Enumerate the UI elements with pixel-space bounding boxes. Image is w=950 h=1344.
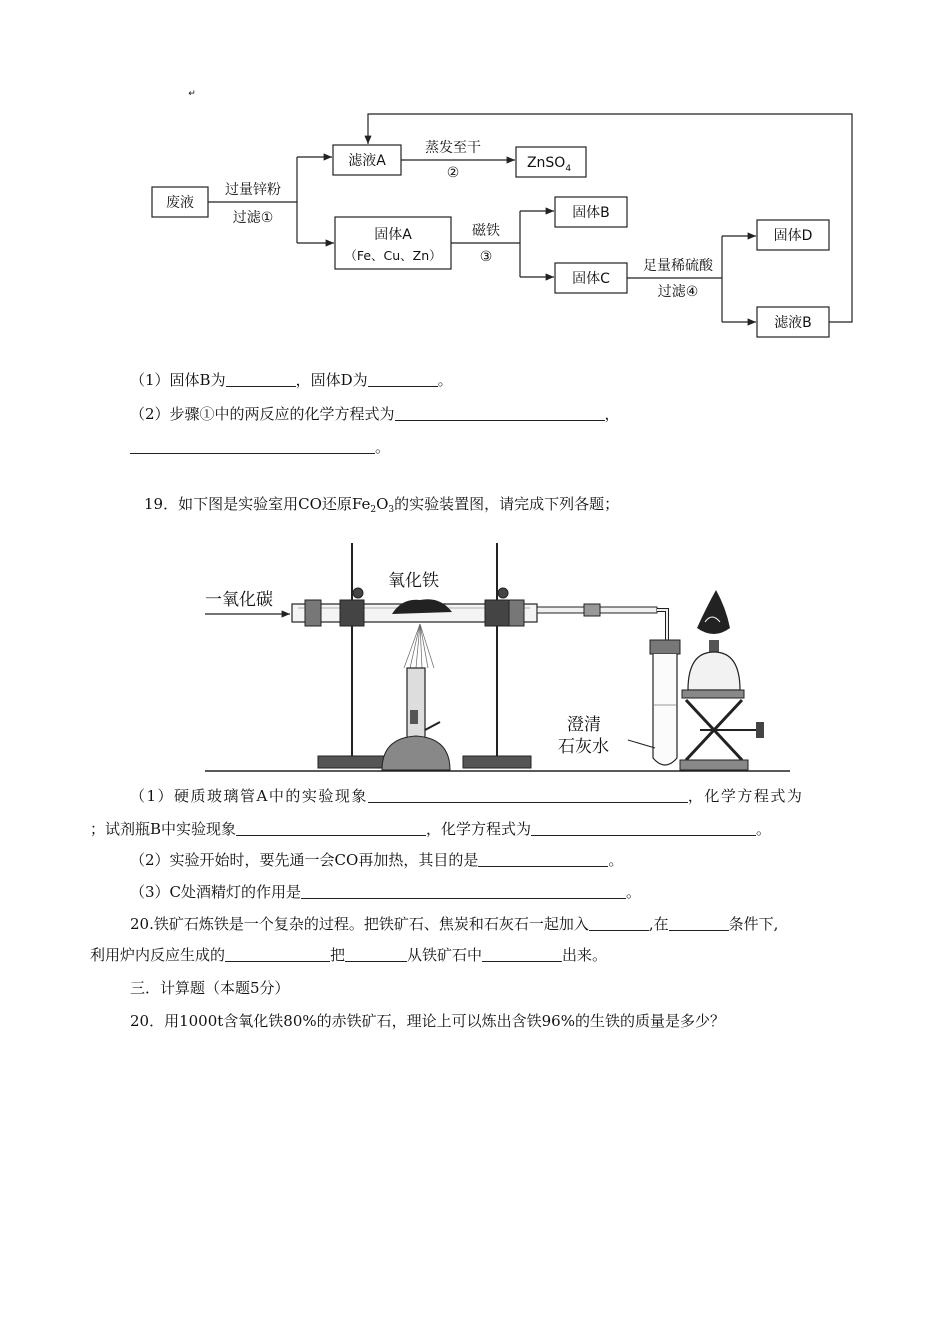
q18-part1: （1）固体B为 ，固体D为 。	[130, 371, 453, 389]
flowchart-diagram	[0, 70, 950, 360]
answer-blank-metal[interactable]	[345, 946, 407, 962]
answer-blank-solid-d[interactable]	[368, 371, 438, 387]
label-znso4: ZnSO$_4$	[526, 155, 572, 174]
answer-blank-solid-b[interactable]	[226, 371, 296, 387]
answer-blank-lamp-function[interactable]	[301, 883, 626, 899]
answer-blank-reductant[interactable]	[225, 946, 330, 962]
label-solid-a: 固体A	[374, 227, 412, 243]
answer-blank-equation-2[interactable]	[130, 438, 375, 454]
q19-part1: （1）硬质玻璃管A中的实验现象 ，化学方程式为	[130, 787, 804, 805]
q20-line1: 20.铁矿石炼铁是一个复杂的过程。把铁矿石、焦炭和石灰石一起加入 ,在 条件下,	[130, 915, 779, 933]
q21-text: 20．用1000t含氧化铁80%的赤铁矿石，理论上可以炼出含铁96%的生铁的质量是多少？	[130, 1012, 725, 1030]
label-step2-bottom: ②	[446, 165, 460, 181]
section3-title: 三．计算题（本题5分）	[130, 979, 290, 997]
label-carbon-monoxide: 一氧化碳	[205, 590, 273, 610]
label-solid-b: 固体B	[572, 205, 610, 221]
q18-part2-cont: 。	[130, 437, 390, 457]
answer-blank-bottle-equation[interactable]	[531, 820, 756, 836]
label-iron-oxide: 氧化铁	[388, 571, 439, 591]
q19-intro: 19．如下图是实验室用CO还原$Fe_2O_3$的实验装置图，请完成下列各题；	[144, 495, 620, 515]
label-limewater-line1: 澄清	[567, 715, 601, 735]
label-solid-a-detail: （Fe、Cu、Zn）	[344, 248, 442, 263]
q20-line2: 利用炉内反应生成的 把 从铁矿石中 出来。	[90, 946, 608, 964]
label-waste: 废液	[166, 195, 194, 211]
q19-part2: （2）实验开始时，要先通一会CO再加热，其目的是 。	[130, 851, 624, 869]
label-step1-top: 过量锌粉	[225, 182, 281, 198]
label-solid-c: 固体C	[572, 271, 610, 287]
label-step3-bottom: ③	[479, 249, 493, 265]
answer-blank-verb[interactable]	[482, 946, 562, 962]
label-limewater-line2: 石灰水	[558, 737, 609, 757]
flow-mark: ↵	[188, 89, 196, 99]
q18-part2: （2）步骤①中的两反应的化学方程式为 ，	[130, 405, 620, 423]
q19-part3: （3）C处酒精灯的作用是 。	[130, 883, 642, 901]
answer-blank-furnace[interactable]	[589, 915, 649, 931]
label-filtrate-a: 滤液A	[348, 153, 386, 169]
label-step4-bottom: 过滤④	[657, 284, 699, 300]
answer-blank-condition[interactable]	[669, 915, 729, 931]
answer-blank-bottle-phenomenon[interactable]	[236, 820, 426, 836]
label-step1-bottom: 过滤①	[232, 210, 274, 226]
label-step4-top: 足量稀硫酸	[643, 258, 713, 274]
q19-part1-cont: ；试剂瓶B中实验现象 ，化学方程式为 。	[90, 820, 772, 838]
label-step3-top: 磁铁	[472, 223, 500, 239]
answer-blank-equation-1[interactable]	[395, 405, 605, 421]
label-solid-d: 固体D	[773, 228, 813, 244]
answer-blank-tube-phenomenon[interactable]	[368, 787, 688, 803]
label-step2-top: 蒸发至干	[425, 140, 481, 156]
apparatus-diagram	[0, 530, 950, 780]
label-filtrate-b: 滤液B	[774, 315, 812, 331]
answer-blank-purpose[interactable]	[478, 851, 608, 867]
